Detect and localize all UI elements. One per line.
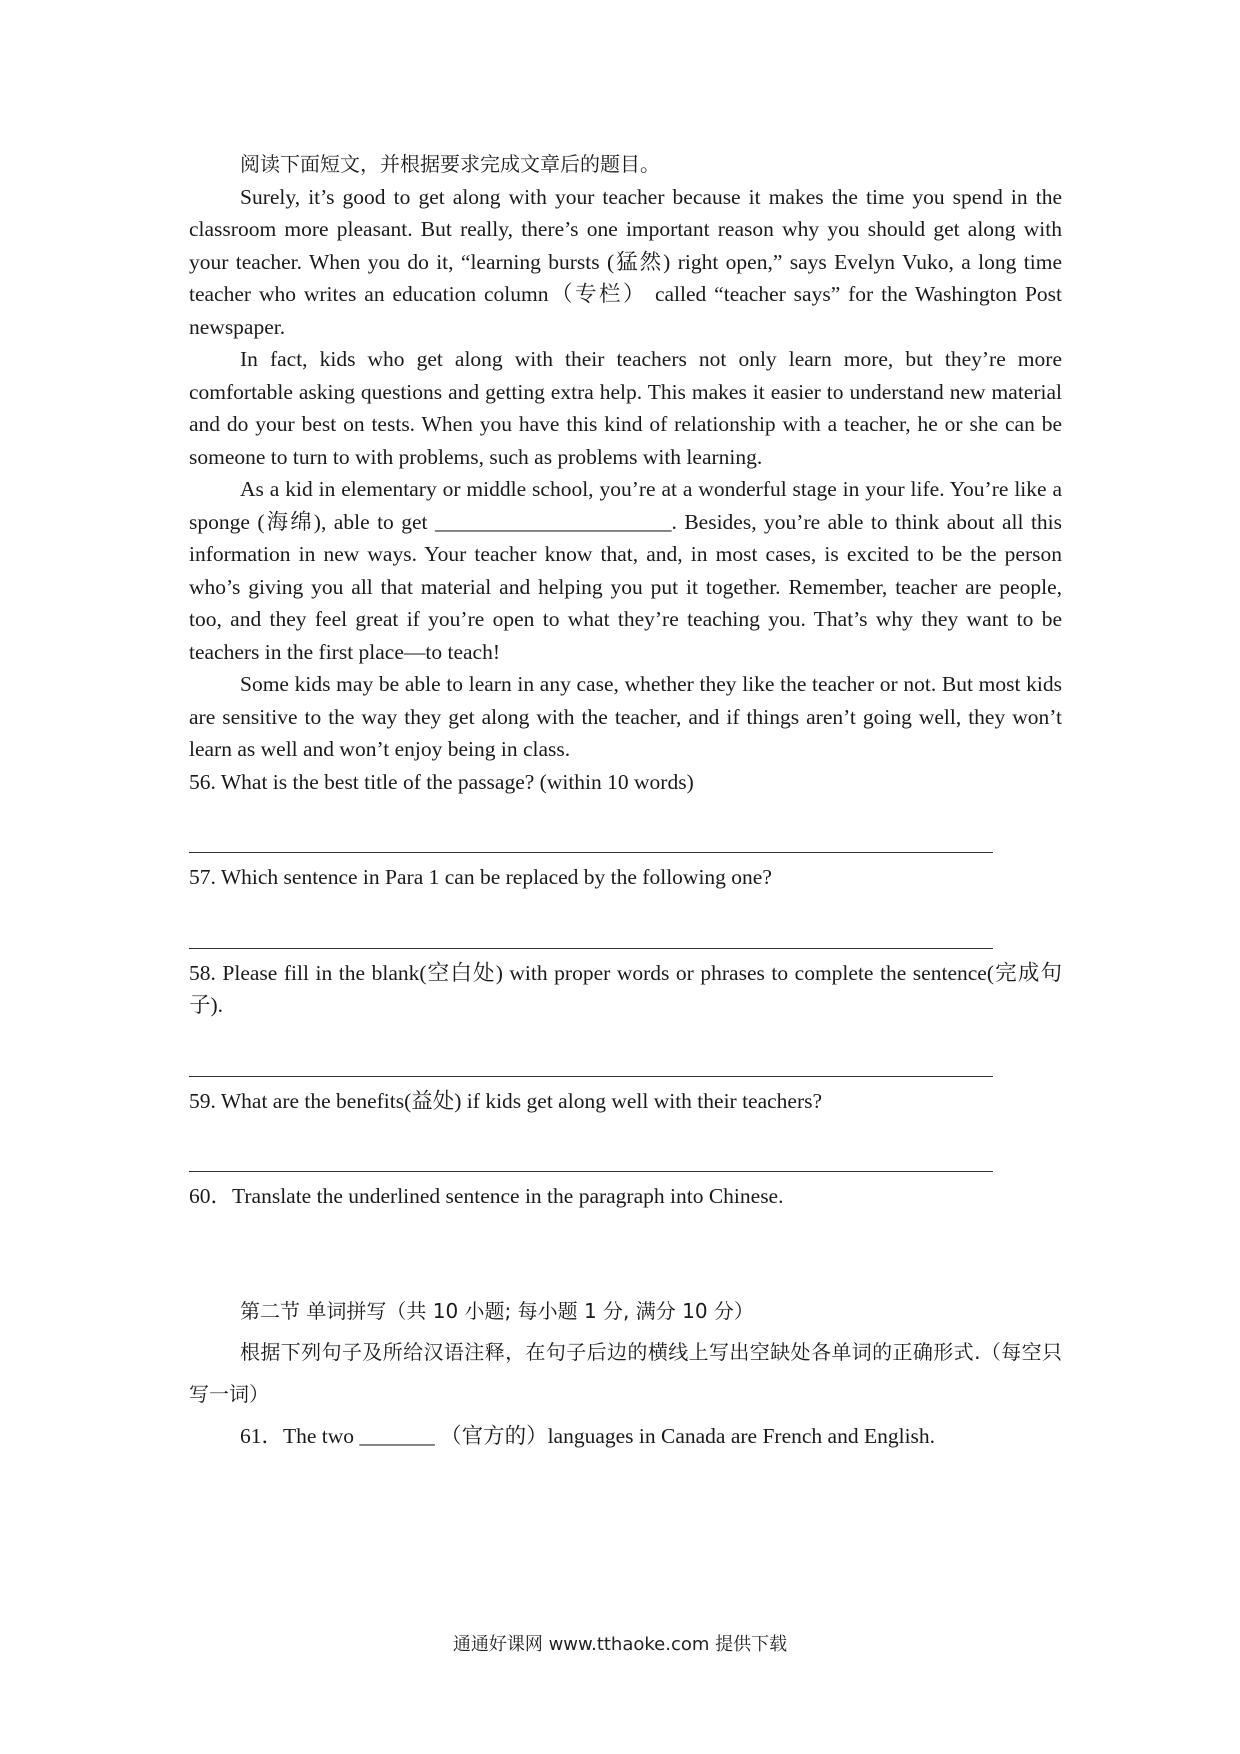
- passage-paragraph-3-end: . Besides, you’re able to think about all this information in new ways. Your teacher know that, and, in most cases, is excited to be the person who’s giving you all that material and helping you put it together. Remember, teacher are people, too, and they feel great if you’re open to what they’re teaching you. That’s why they want to be teachers in the first place—to teach!: [189, 509, 1063, 664]
- passage-paragraph-2: In fact, kids who get along with their teachers not only learn more, but they’re more comfortable asking questions and getting extra help. This makes it easier to understand new material and do your best on tests. When you have this kind of relationship with a teacher, he or she can be someone to turn to with problems, such as problems with learning.: [189, 347, 1062, 469]
- passage-fill-blank: ______________________: [435, 509, 672, 534]
- page-footer: 通通好课网 www.tthaoke.com 提供下载: [452, 1634, 788, 1655]
- passage-paragraph-3: [189, 473, 1062, 668]
- reading-instruction: 阅读下面短文，并根据要求完成文章后的题目。: [240, 152, 660, 176]
- question-57: 57. Which sentence in Para 1 can be replaced by the following one?: [189, 865, 772, 889]
- document-body: [189, 148, 1062, 1457]
- question-61-end: （官方的）languages in Canada are French and English.: [440, 1423, 936, 1448]
- answer-line-57[interactable]: [189, 948, 993, 949]
- passage-paragraph-1: Surely, it’s good to get along with your teacher because it makes the time you spend in the classroom more pleasant. But really, there’s one important reason why you should get along with your teacher. When you do it, “learning bursts (猛然) right open,” says Evelyn Vuko, a long time teacher who writes an education column（专栏） called “teacher says” for the Washington Post newspaper.: [189, 184, 1062, 339]
- question-56: 56. What is the best title of the passage? (within 10 words): [189, 769, 694, 794]
- answer-line-58[interactable]: [189, 1076, 993, 1077]
- question-61-blank[interactable]: _______: [359, 1423, 435, 1448]
- section-2-heading: 第二节 单词拼写（共 10 小题; 每小题 1 分, 满分 10 分）: [240, 1298, 754, 1323]
- passage-paragraph-3-start: As a kid in elementary or middle school, you’re at a wonderful stage in your life. You’re like a sponge (海绵), able to get: [189, 477, 1062, 534]
- question-60: 60．Translate the underlined sentence in the paragraph into Chinese.: [189, 1184, 784, 1208]
- answer-line-56[interactable]: [189, 852, 993, 853]
- question-58: 58. Please fill in the blank(空白处) with proper words or phrases to complete the sentence(完成句子).: [189, 960, 1062, 1017]
- passage-paragraph-4: Some kids may be able to learn in any case, whether they like the teacher or not. But most kids are sensitive to the way they get along with the teacher, and if things aren’t going well, they won’t learn as well and won’t enjoy being in class.: [189, 672, 1062, 761]
- question-61: [189, 1415, 1062, 1457]
- answer-line-59[interactable]: [189, 1171, 993, 1172]
- section-2-instruction: 根据下列句子及所给汉语注释，在句子后边的横线上写出空缺处各单词的正确形式.（每空只写一词）: [189, 1339, 1062, 1406]
- question-61-start: 61．The two: [240, 1423, 355, 1448]
- question-59: 59. What are the benefits(益处) if kids get along well with their teachers?: [189, 1088, 823, 1113]
